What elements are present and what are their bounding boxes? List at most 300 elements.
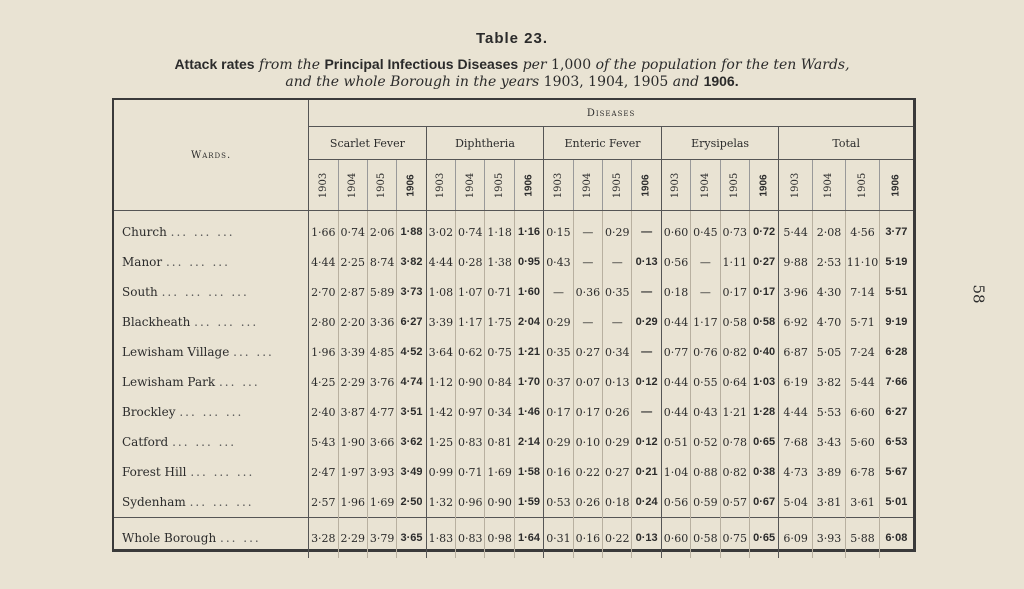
group-header: Scarlet Fever	[309, 127, 427, 160]
ward-name: Lewisham Village	[122, 345, 230, 359]
value-cell: 2·08	[812, 211, 845, 248]
value-cell: 6·08	[879, 518, 913, 559]
value-cell: 11·10	[846, 247, 879, 277]
value-cell: 0·90	[456, 367, 485, 397]
value-cell: 0·29	[632, 307, 661, 337]
year-header	[603, 160, 632, 211]
year-label: 1903	[317, 172, 329, 198]
value-cell: 0·74	[338, 211, 367, 248]
value-cell: 0·37	[544, 367, 573, 397]
value-cell: 0·60	[661, 211, 690, 248]
ward-name-cell	[114, 427, 309, 457]
attack-rates-table	[112, 98, 916, 552]
value-cell: 0·99	[426, 457, 455, 487]
table-row	[114, 457, 913, 487]
year-header	[514, 160, 543, 211]
value-cell: 0·16	[573, 518, 602, 559]
group-header: Total	[779, 127, 913, 160]
value-cell: 2·29	[338, 518, 367, 559]
value-cell: 0·36	[573, 277, 602, 307]
value-cell: 4·74	[397, 367, 426, 397]
value-cell: 2·04	[514, 307, 543, 337]
leader-dots: ... ...	[233, 345, 274, 359]
value-cell: —	[573, 247, 602, 277]
value-cell: 0·17	[749, 277, 778, 307]
value-cell: 7·14	[846, 277, 879, 307]
value-cell: 0·26	[603, 397, 632, 427]
year-label: 1903	[435, 172, 447, 198]
value-cell: 5·04	[779, 487, 812, 518]
year-header	[367, 160, 396, 211]
value-cell: 6·09	[779, 518, 812, 559]
value-cell: 0·88	[691, 457, 720, 487]
value-cell: 0·72	[749, 211, 778, 248]
value-cell: 0·52	[691, 427, 720, 457]
ward-name-cell	[114, 518, 309, 559]
year-header	[485, 160, 514, 211]
year-header	[338, 160, 367, 211]
ward-name: Brockley	[122, 405, 176, 419]
caption-text: and the whole Borough in the years	[285, 74, 544, 90]
year-label: 1906	[890, 173, 902, 197]
value-cell: 1·42	[426, 397, 455, 427]
leader-dots: ... ...	[220, 531, 261, 545]
table-row	[114, 518, 913, 559]
value-cell: —	[573, 307, 602, 337]
value-cell: 2·87	[338, 277, 367, 307]
value-cell: 0·84	[485, 367, 514, 397]
value-cell: 2·47	[309, 457, 338, 487]
value-cell: 4·44	[779, 397, 812, 427]
value-cell: 0·64	[720, 367, 749, 397]
value-cell: 0·65	[749, 427, 778, 457]
ward-name: Whole Borough	[122, 531, 217, 545]
value-cell: 1·96	[309, 337, 338, 367]
value-cell: 0·07	[573, 367, 602, 397]
value-cell: 9·88	[779, 247, 812, 277]
value-cell: 0·17	[573, 397, 602, 427]
value-cell: 5·43	[309, 427, 338, 457]
value-cell: 4·25	[309, 367, 338, 397]
year-header	[426, 160, 455, 211]
value-cell: 3·96	[779, 277, 812, 307]
year-label: 1903	[552, 172, 564, 198]
value-cell: 2·20	[338, 307, 367, 337]
value-cell: 4·30	[812, 277, 845, 307]
ward-name-cell	[114, 337, 309, 367]
value-cell: 0·13	[632, 247, 661, 277]
caption-years: 1903, 1904, 1905	[543, 74, 669, 90]
year-label: 1905	[856, 172, 868, 198]
value-cell: 0·16	[544, 457, 573, 487]
value-cell: 3·61	[846, 487, 879, 518]
value-cell: 0·29	[544, 307, 573, 337]
value-cell: 1·83	[426, 518, 455, 559]
year-header	[544, 160, 573, 211]
value-cell: 4·52	[397, 337, 426, 367]
value-cell: 0·12	[632, 367, 661, 397]
data-table	[114, 100, 913, 558]
diseases-header: Diseases	[309, 100, 913, 127]
value-cell: 1·25	[426, 427, 455, 457]
leader-dots: ... ...	[218, 375, 260, 389]
value-cell: 0·29	[603, 427, 632, 457]
value-cell: 0·73	[720, 211, 749, 248]
value-cell: 0·27	[603, 457, 632, 487]
value-cell: 2·40	[309, 397, 338, 427]
ward-name: Forest Hill	[122, 465, 187, 479]
value-cell: 0·15	[544, 211, 573, 248]
value-cell: 1·69	[485, 457, 514, 487]
value-cell: 0·57	[720, 487, 749, 518]
ward-name: Blackheath	[122, 315, 191, 329]
ward-name: Church	[122, 225, 167, 239]
value-cell: 0·82	[720, 337, 749, 367]
value-cell: 0·18	[661, 277, 690, 307]
value-cell: 0·21	[632, 457, 661, 487]
year-label: 1905	[729, 172, 741, 198]
value-cell: 0·27	[749, 247, 778, 277]
caption-text: and	[668, 74, 704, 90]
table-row	[114, 247, 913, 277]
table-row	[114, 367, 913, 397]
value-cell: —	[544, 277, 573, 307]
value-cell: 3·77	[885, 226, 908, 238]
caption-number: 1,000	[551, 57, 592, 73]
value-cell: 1·60	[514, 277, 543, 307]
value-cell: 0·27	[573, 337, 602, 367]
value-cell: 0·67	[749, 487, 778, 518]
value-cell: 1·12	[426, 367, 455, 397]
leader-dots: ... ... ... ...	[161, 285, 249, 299]
value-cell: 0·56	[661, 247, 690, 277]
value-cell: —	[691, 247, 720, 277]
value-cell: 4·44	[426, 247, 455, 277]
leader-dots: ... ... ...	[189, 495, 254, 509]
year-label: 1905	[611, 172, 623, 198]
leader-dots: ... ... ...	[179, 405, 244, 419]
value-cell: 0·35	[603, 277, 632, 307]
page-title: Table 23.	[475, 30, 549, 47]
value-cell: 3·36	[367, 307, 396, 337]
value-cell: 3·51	[397, 397, 426, 427]
value-cell: 3·82	[812, 367, 845, 397]
year-label: 1904	[582, 172, 594, 198]
table-row	[114, 487, 913, 518]
value-cell: 0·60	[661, 518, 690, 559]
value-cell: 1·46	[514, 397, 543, 427]
value-cell: 0·10	[573, 427, 602, 457]
value-cell: 3·79	[367, 518, 396, 559]
ward-name-cell	[114, 457, 309, 487]
value-cell: 4·73	[779, 457, 812, 487]
ward-name: South	[122, 285, 158, 299]
year-header	[456, 160, 485, 211]
leader-dots: ... ... ...	[165, 255, 230, 269]
table-row	[114, 307, 913, 337]
year-label: 1905	[376, 172, 388, 198]
value-cell: —	[632, 211, 661, 248]
ward-name-cell	[114, 307, 309, 337]
value-cell: 3·93	[812, 518, 845, 559]
value-cell: 0·44	[661, 367, 690, 397]
value-cell: 1·28	[749, 397, 778, 427]
year-header	[812, 160, 845, 211]
value-cell: 0·77	[661, 337, 690, 367]
value-cell: 7·66	[885, 376, 908, 388]
ward-name-cell	[114, 277, 309, 307]
value-cell: 4·77	[367, 397, 396, 427]
value-cell: 0·82	[720, 457, 749, 487]
value-cell: 1·32	[426, 487, 455, 518]
leader-dots: ... ... ...	[170, 225, 235, 239]
value-cell: 6·27	[397, 307, 426, 337]
value-cell: 5·51	[885, 286, 908, 298]
value-cell: 3·76	[367, 367, 396, 397]
value-cell: 2·14	[514, 427, 543, 457]
value-cell: 0·74	[456, 211, 485, 248]
value-cell: 5·88	[846, 518, 879, 559]
value-cell: —	[632, 397, 661, 427]
value-cell: 1·88	[397, 211, 426, 248]
year-label: 1904	[823, 172, 835, 198]
value-cell: 0·56	[661, 487, 690, 518]
value-cell: 0·95	[514, 247, 543, 277]
value-cell: —	[603, 307, 632, 337]
year-label: 1903	[670, 172, 682, 198]
ward-name-cell	[114, 211, 309, 248]
caption-text: from the	[254, 57, 325, 73]
value-cell: 1·66	[309, 211, 338, 248]
value-cell: 0·17	[720, 277, 749, 307]
group-header: Diphtheria	[426, 127, 544, 160]
value-cell: 8·74	[367, 247, 396, 277]
value-cell: 5·19	[885, 256, 908, 268]
value-cell: 0·65	[749, 518, 778, 559]
value-cell: 4·85	[367, 337, 396, 367]
value-cell: 6·87	[779, 337, 812, 367]
value-cell: 0·90	[485, 487, 514, 518]
value-cell: 3·66	[367, 427, 396, 457]
table-row	[114, 427, 913, 457]
value-cell: 0·40	[749, 337, 778, 367]
value-cell: 2·70	[309, 277, 338, 307]
value-cell: 0·58	[720, 307, 749, 337]
table-row	[114, 397, 913, 427]
value-cell: 5·44	[846, 367, 879, 397]
value-cell: 4·56	[846, 211, 879, 248]
value-cell: 6·19	[779, 367, 812, 397]
value-cell: 6·92	[779, 307, 812, 337]
leader-dots: ... ... ...	[194, 315, 259, 329]
value-cell: 5·60	[846, 427, 879, 457]
year-label: 1904	[699, 172, 711, 198]
value-cell: 0·59	[691, 487, 720, 518]
value-cell: 1·07	[456, 277, 485, 307]
value-cell: 3·81	[812, 487, 845, 518]
value-cell: 0·43	[544, 247, 573, 277]
value-cell: 0·62	[456, 337, 485, 367]
value-cell: 0·83	[456, 518, 485, 559]
year-label: 1906	[641, 173, 653, 197]
page-number: 58	[969, 284, 988, 304]
value-cell: 9·19	[885, 316, 908, 328]
value-cell: 1·17	[456, 307, 485, 337]
caption-text: of the population for the ten Wards,	[591, 57, 850, 73]
value-cell: —	[632, 337, 661, 367]
value-cell: 0·75	[485, 337, 514, 367]
value-cell: 1·69	[367, 487, 396, 518]
value-cell: 0·97	[456, 397, 485, 427]
value-cell: 0·29	[544, 427, 573, 457]
value-cell: 3·39	[426, 307, 455, 337]
year-label: 1906	[405, 173, 417, 197]
value-cell: 1·11	[720, 247, 749, 277]
ward-name: Lewisham Park	[122, 375, 216, 389]
year-label: 1904	[464, 172, 476, 198]
value-cell: 0·44	[661, 397, 690, 427]
value-cell: —	[632, 277, 661, 307]
value-cell: 1·38	[485, 247, 514, 277]
ward-name-cell	[114, 397, 309, 427]
ward-name: Sydenham	[122, 495, 186, 509]
value-cell: 0·28	[456, 247, 485, 277]
value-cell: 0·34	[603, 337, 632, 367]
table-row	[114, 277, 913, 307]
value-cell: 1·18	[485, 211, 514, 248]
value-cell: 2·06	[367, 211, 396, 248]
value-cell: —	[691, 277, 720, 307]
year-header	[309, 160, 338, 211]
caption-text: per	[518, 57, 552, 73]
value-cell: 0·76	[691, 337, 720, 367]
value-cell: —	[603, 247, 632, 277]
wards-header: Wards.	[114, 100, 309, 211]
value-cell: 2·50	[397, 487, 426, 518]
ward-name: Catford	[122, 435, 169, 449]
group-header: Enteric Fever	[544, 127, 662, 160]
value-cell: 1·75	[485, 307, 514, 337]
value-cell: 6·27	[885, 406, 908, 418]
year-label: 1906	[523, 173, 535, 197]
value-cell: 0·13	[603, 367, 632, 397]
value-cell: 5·89	[367, 277, 396, 307]
value-cell: 1·21	[720, 397, 749, 427]
value-cell: 0·98	[485, 518, 514, 559]
year-label: 1905	[494, 172, 506, 198]
caption-year-1906: 1906.	[703, 73, 739, 89]
value-cell: 0·22	[603, 518, 632, 559]
value-cell: 5·71	[846, 307, 879, 337]
value-cell: 4·44	[309, 247, 338, 277]
value-cell: 2·25	[338, 247, 367, 277]
value-cell: 0·78	[720, 427, 749, 457]
value-cell: 0·58	[691, 518, 720, 559]
value-cell: 1·08	[426, 277, 455, 307]
value-cell: 0·35	[544, 337, 573, 367]
value-cell: 3·89	[812, 457, 845, 487]
value-cell: 1·17	[691, 307, 720, 337]
table-row	[114, 211, 913, 248]
value-cell: 6·60	[846, 397, 879, 427]
year-header	[720, 160, 749, 211]
year-header	[879, 160, 913, 211]
value-cell: 0·29	[603, 211, 632, 248]
value-cell: 3·39	[338, 337, 367, 367]
table-caption	[0, 56, 1024, 90]
value-cell: 0·53	[544, 487, 573, 518]
year-label: 1906	[758, 173, 770, 197]
value-cell: 3·73	[397, 277, 426, 307]
year-header	[397, 160, 426, 211]
value-cell: 5·01	[885, 496, 908, 508]
value-cell: 0·43	[691, 397, 720, 427]
value-cell: 6·53	[885, 436, 908, 448]
value-cell: 3·49	[397, 457, 426, 487]
value-cell: 4·70	[812, 307, 845, 337]
value-cell: 0·51	[661, 427, 690, 457]
value-cell: 0·44	[661, 307, 690, 337]
value-cell: 3·64	[426, 337, 455, 367]
value-cell: 7·68	[779, 427, 812, 457]
value-cell: 0·17	[544, 397, 573, 427]
value-cell: 3·28	[309, 518, 338, 559]
value-cell: 1·90	[338, 427, 367, 457]
value-cell: 0·96	[456, 487, 485, 518]
value-cell: 5·67	[885, 466, 908, 478]
value-cell: 1·04	[661, 457, 690, 487]
value-cell: 0·22	[573, 457, 602, 487]
value-cell: 0·83	[456, 427, 485, 457]
caption-attack-rates: Attack rates	[174, 56, 255, 72]
value-cell: 1·16	[514, 211, 543, 248]
year-header	[573, 160, 602, 211]
year-header	[691, 160, 720, 211]
value-cell: 2·53	[812, 247, 845, 277]
value-cell: 0·26	[573, 487, 602, 518]
value-cell: 7·24	[846, 337, 879, 367]
ward-name-cell	[114, 367, 309, 397]
value-cell: 3·82	[397, 247, 426, 277]
caption-diseases: Principal Infectious Diseases	[324, 56, 519, 72]
value-cell: 0·55	[691, 367, 720, 397]
year-header	[749, 160, 778, 211]
ward-name-cell	[114, 247, 309, 277]
value-cell: 1·21	[514, 337, 543, 367]
year-label: 1903	[790, 172, 802, 198]
value-cell: 5·53	[812, 397, 845, 427]
value-cell: 6·78	[846, 457, 879, 487]
year-header	[779, 160, 812, 211]
value-cell: 2·57	[309, 487, 338, 518]
value-cell: 0·71	[456, 457, 485, 487]
value-cell: 6·28	[885, 346, 908, 358]
value-cell: 0·81	[485, 427, 514, 457]
group-header: Erysipelas	[661, 127, 779, 160]
value-cell: 3·93	[367, 457, 396, 487]
value-cell: 3·02	[426, 211, 455, 248]
value-cell: 1·96	[338, 487, 367, 518]
value-cell: 0·24	[632, 487, 661, 518]
value-cell: 1·58	[514, 457, 543, 487]
value-cell: 5·05	[812, 337, 845, 367]
value-cell: 3·43	[812, 427, 845, 457]
value-cell: 0·12	[632, 427, 661, 457]
value-cell: 1·59	[514, 487, 543, 518]
value-cell: 0·58	[749, 307, 778, 337]
year-header	[846, 160, 879, 211]
value-cell: 0·34	[485, 397, 514, 427]
